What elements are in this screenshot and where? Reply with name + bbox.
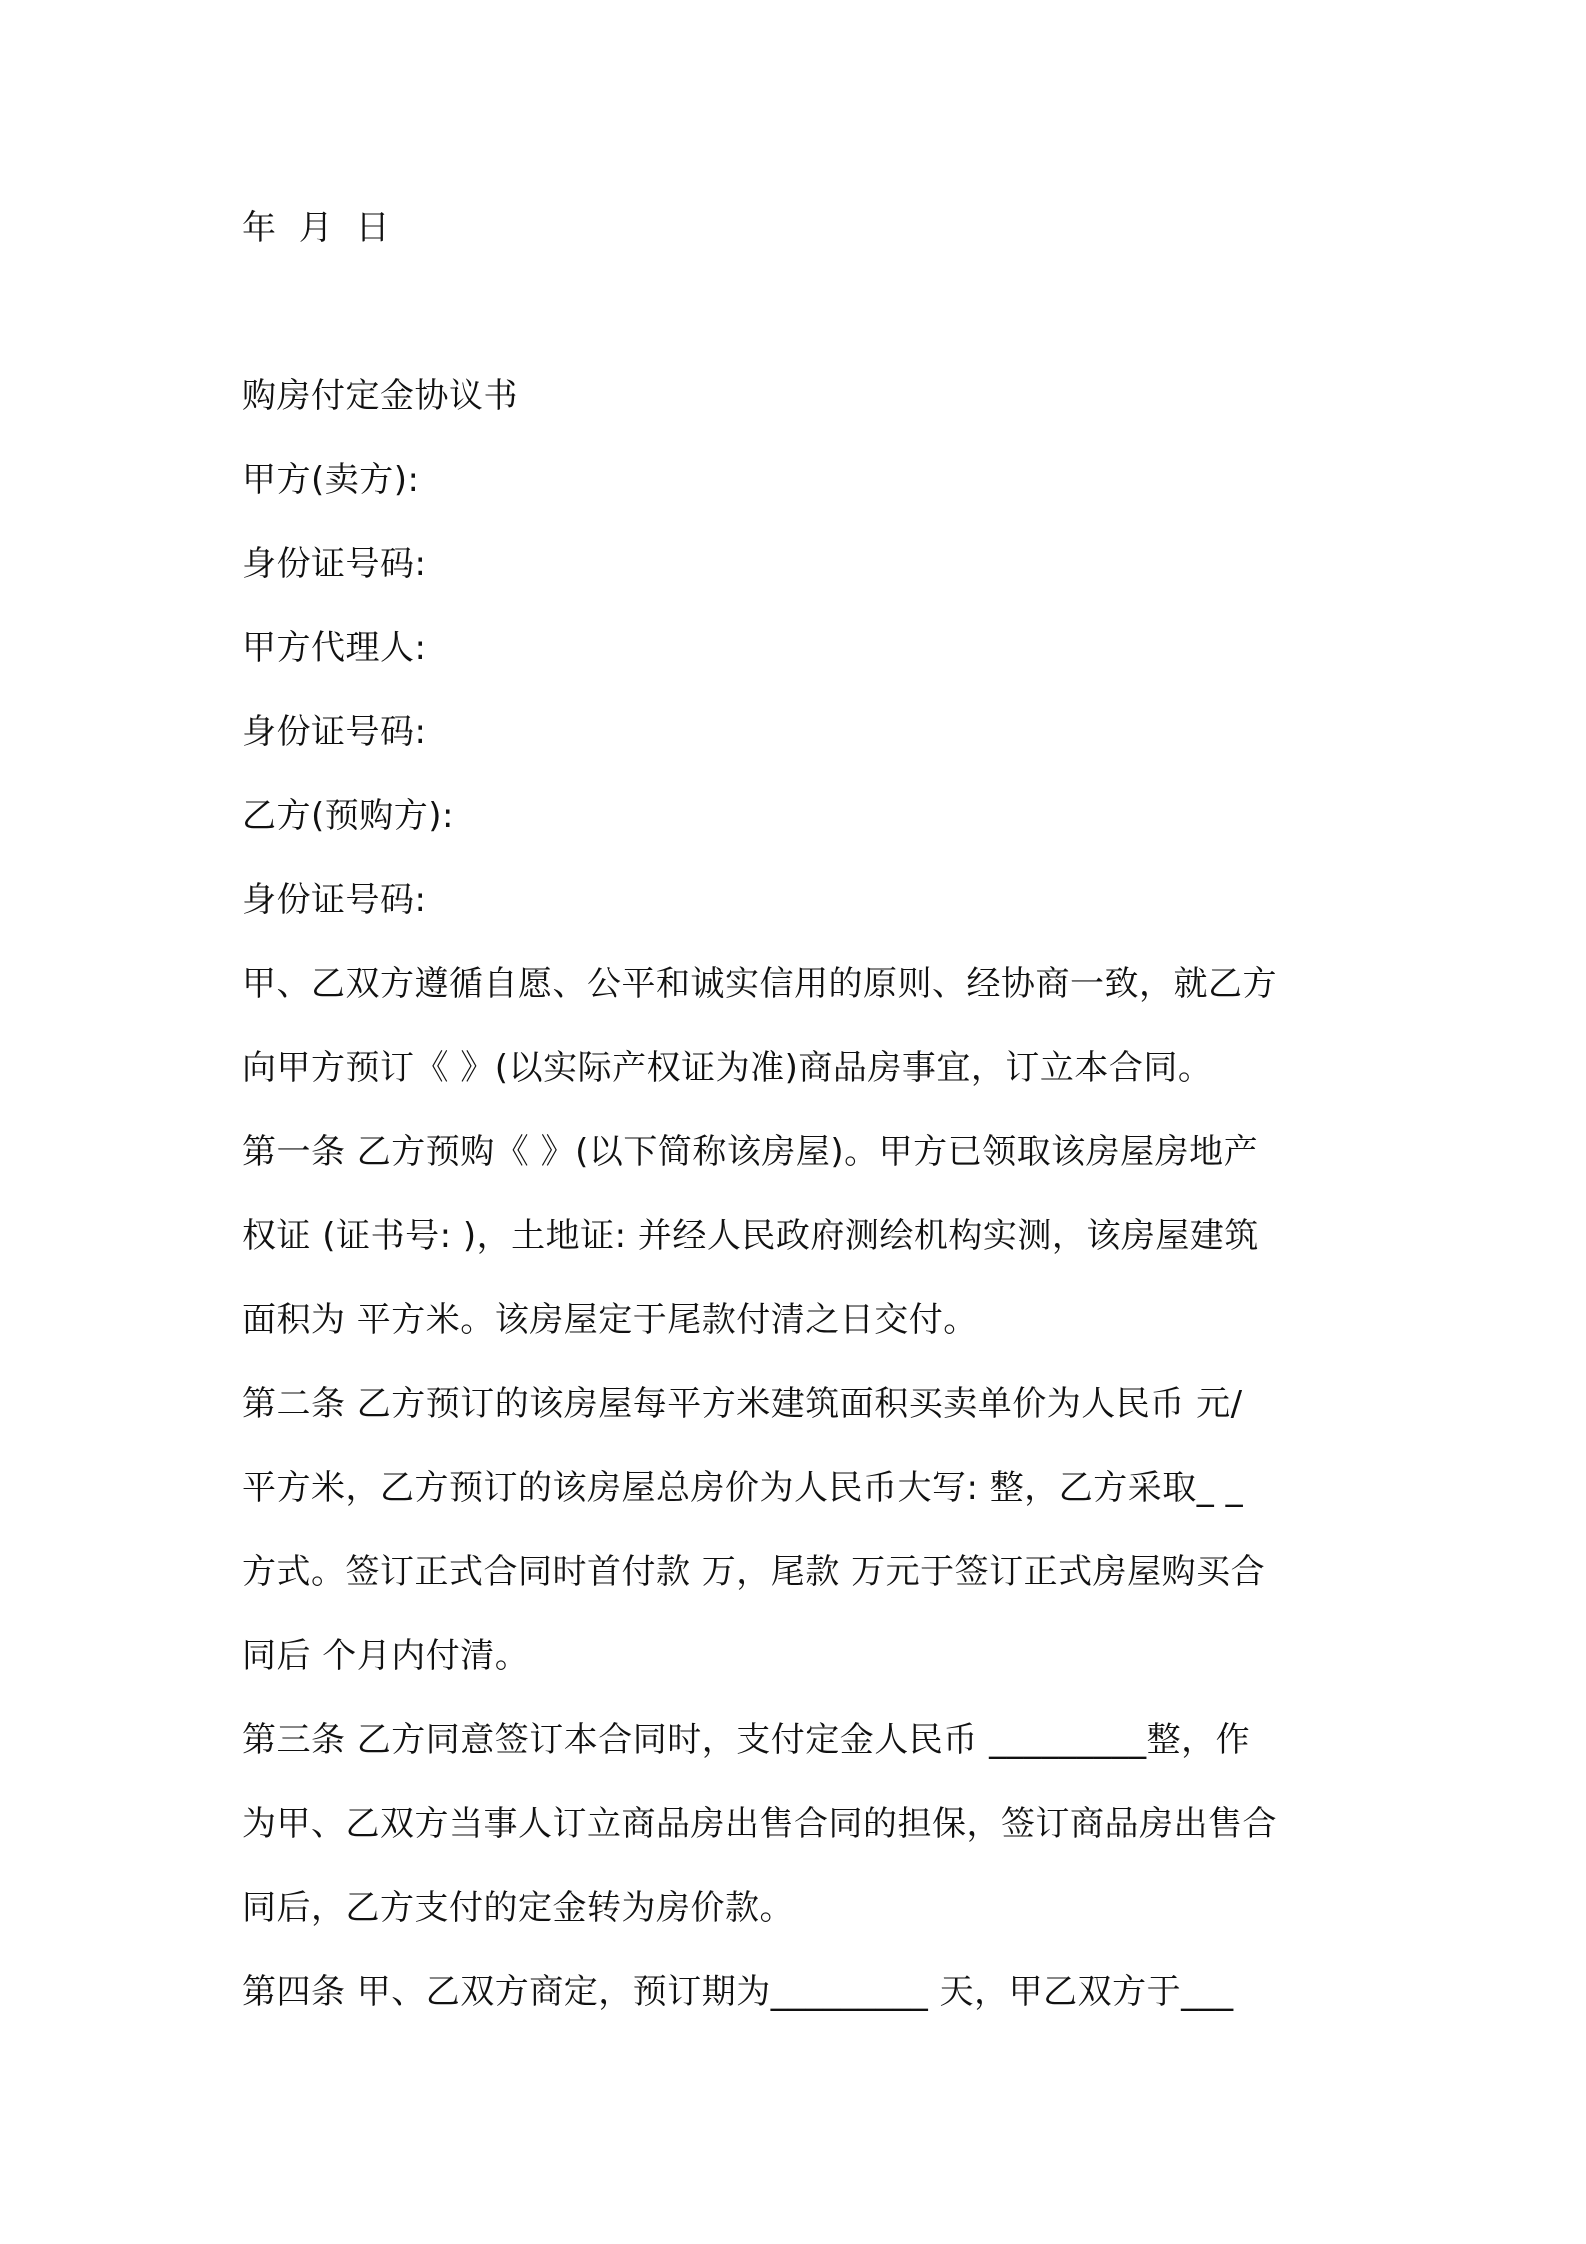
article-1-line: 面积为 平方米。该房屋定于尾款付清之日交付。 — [242, 1300, 978, 1340]
article-2-line: 平方米，乙方预订的该房屋总房价为人民币大写: 整，乙方采取_ _ — [242, 1468, 1244, 1508]
article-4-line: 第四条 甲、乙双方商定，预订期为_________ 天，甲乙双方于___ — [242, 1972, 1234, 2012]
article-2-line: 第二条 乙方预订的该房屋每平方米建筑面积买卖单价为人民币 元/ — [242, 1384, 1243, 1424]
party-a-agent-id-label: 身份证号码: — [242, 712, 427, 752]
body-line: 向甲方预订《 》(以实际产权证为准)商品房事宜，订立本合同。 — [242, 1048, 1213, 1088]
article-2-line: 同后 个月内付清。 — [242, 1636, 530, 1676]
date-line: 年 月 日 — [242, 208, 396, 248]
party-a-label: 甲方(卖方): — [242, 460, 420, 500]
article-3-line: 第三条 乙方同意签订本合同时，支付定金人民币 _________整，作 — [242, 1720, 1251, 1760]
party-a-id-label: 身份证号码: — [242, 544, 427, 584]
article-3-line: 同后，乙方支付的定金转为房价款。 — [242, 1888, 794, 1928]
article-2-line: 方式。签订正式合同时首付款 万，尾款 万元于签订正式房屋购买合 — [242, 1552, 1266, 1592]
article-1-line: 权证 (证书号: )，土地证: 并经人民政府测绘机构实测，该房屋建筑 — [242, 1216, 1259, 1256]
body-line: 甲、乙双方遵循自愿、公平和诚实信用的原则、经协商一致，就乙方 — [242, 964, 1277, 1004]
party-b-id-label: 身份证号码: — [242, 880, 427, 920]
party-a-agent-label: 甲方代理人: — [242, 628, 427, 668]
document-title: 购房付定金协议书 — [242, 376, 518, 416]
party-b-label: 乙方(预购方): — [242, 796, 454, 836]
article-1-line: 第一条 乙方预购《 》(以下简称该房屋)。甲方已领取该房屋房地产 — [242, 1132, 1259, 1172]
article-3-line: 为甲、乙双方当事人订立商品房出售合同的担保，签订商品房出售合 — [242, 1804, 1277, 1844]
